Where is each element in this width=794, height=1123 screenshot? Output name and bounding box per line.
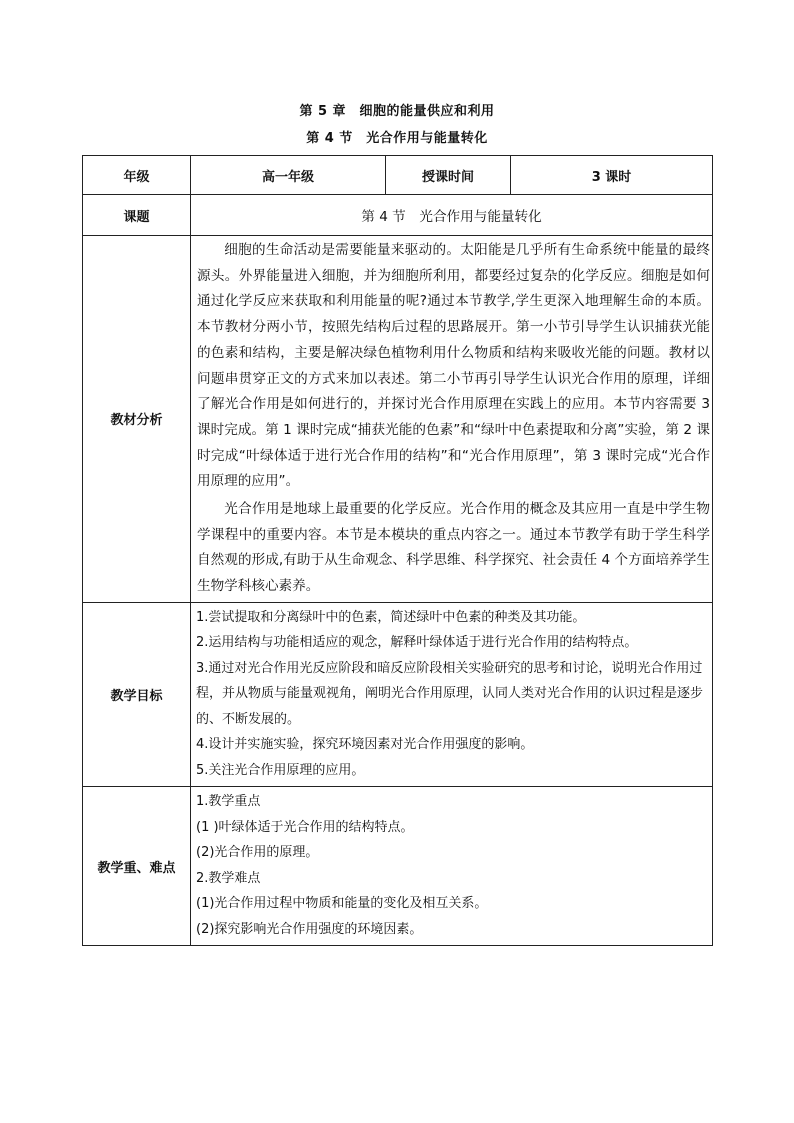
keypoints-row [83,787,713,946]
goals-content [191,602,713,787]
chapter-title: 第 5 章 细胞的能量供应和利用 [299,104,495,119]
keypoint-item: (2)探究影响光合作用强度的环境因素。 [196,921,423,937]
keypoint-item: (2)光合作用的原理。 [196,845,319,861]
keypoints-content [191,787,713,946]
grade-label: 年级 [83,156,191,195]
time-label: 授课时间 [386,156,511,195]
keypoint-item: 1.教学重点 [196,794,261,810]
analysis-label: 教材分析 [83,236,191,603]
analysis-row [83,236,713,603]
goals-row [83,602,713,787]
keypoints-label: 教学重、难点 [83,787,191,946]
grade-row [83,156,713,195]
topic-value: 第 4 节 光合作用与能量转化 [191,195,713,236]
goal-item: 1.尝试提取和分离绿叶中的色素，简述绿叶中色素的种类及其功能。 [196,609,586,625]
goal-item: 2.运用结构与功能相适应的观念，解释叶绿体适于进行光合作用的结构特点。 [196,635,638,651]
goal-item: 5.关注光合作用原理的应用。 [196,762,365,778]
goals-label: 教学目标 [83,602,191,787]
keypoint-item: 2.教学难点 [196,870,261,886]
analysis-content [191,236,713,603]
keypoint-item: (1 )叶绿体适于光合作用的结构特点。 [196,819,414,835]
topic-row [83,195,713,236]
lesson-plan-table [82,155,713,946]
keypoint-item: (1)光合作用过程中物质和能量的变化及相互关系。 [196,896,488,912]
grade-value: 高一年级 [191,156,386,195]
goal-item: 3.通过对光合作用光反应阶段和暗反应阶段相关实验研究的思考和讨论，说明光合作用过程，并从物质与能量观视角，阐明光合作用原理，认同人类对光合作用的认识过程是逐步的、不断发展的。 [196,660,704,727]
analysis-paragraph: 细胞的生命活动是需要能量来驱动的。太阳能是几乎所有生命系统中能量的最终源头。外界能量进入细胞，并为细胞所利用，都要经过复杂的化学反应。细胞是如何通过化学反应来获取和利用能量的呢?通过本节教学,学生更深入地理解生命的本质。本节教材分两小节，按照先结构后过程的思路展开。第一小节引导学生认识捕获光能的色素和结构，主要是解决绿色植物利用什么物质和结构来吸收光能的问题。教材以问题串贯穿正文的方式来加以表述。第二小节再引导学生认识光合作用的原理，详细了解光合作用是如何进行的，并探讨光合作用原理在实践上的应用。本节内容需要 3 课时完成。第 1 课时完成“捕获光能的色素”和“绿叶中色素提取和分离”实验，第 2 课时完成“叶绿体适于进行光合作用的结构”和“光合作用原理”，第 3 课时完成“光合作用原理的应用”。 [197,242,710,490]
time-value: 3 课时 [511,156,713,195]
goal-item: 4.设计并实施实验，探究环境因素对光合作用强度的影响。 [196,737,534,753]
topic-label: 课题 [83,195,191,236]
analysis-paragraph: 光合作用是地球上最重要的化学反应。光合作用的概念及其应用一直是中学生物学课程中的重要内容。本节是本模块的重点内容之一。通过本节教学有助于学生科学自然观的形成,有助于从生命观念、科学思维、科学探究、社会责任 4 个方面培养学生生物学科核心素养。 [197,501,710,595]
section-title: 第 4 节 光合作用与能量转化 [306,131,488,146]
